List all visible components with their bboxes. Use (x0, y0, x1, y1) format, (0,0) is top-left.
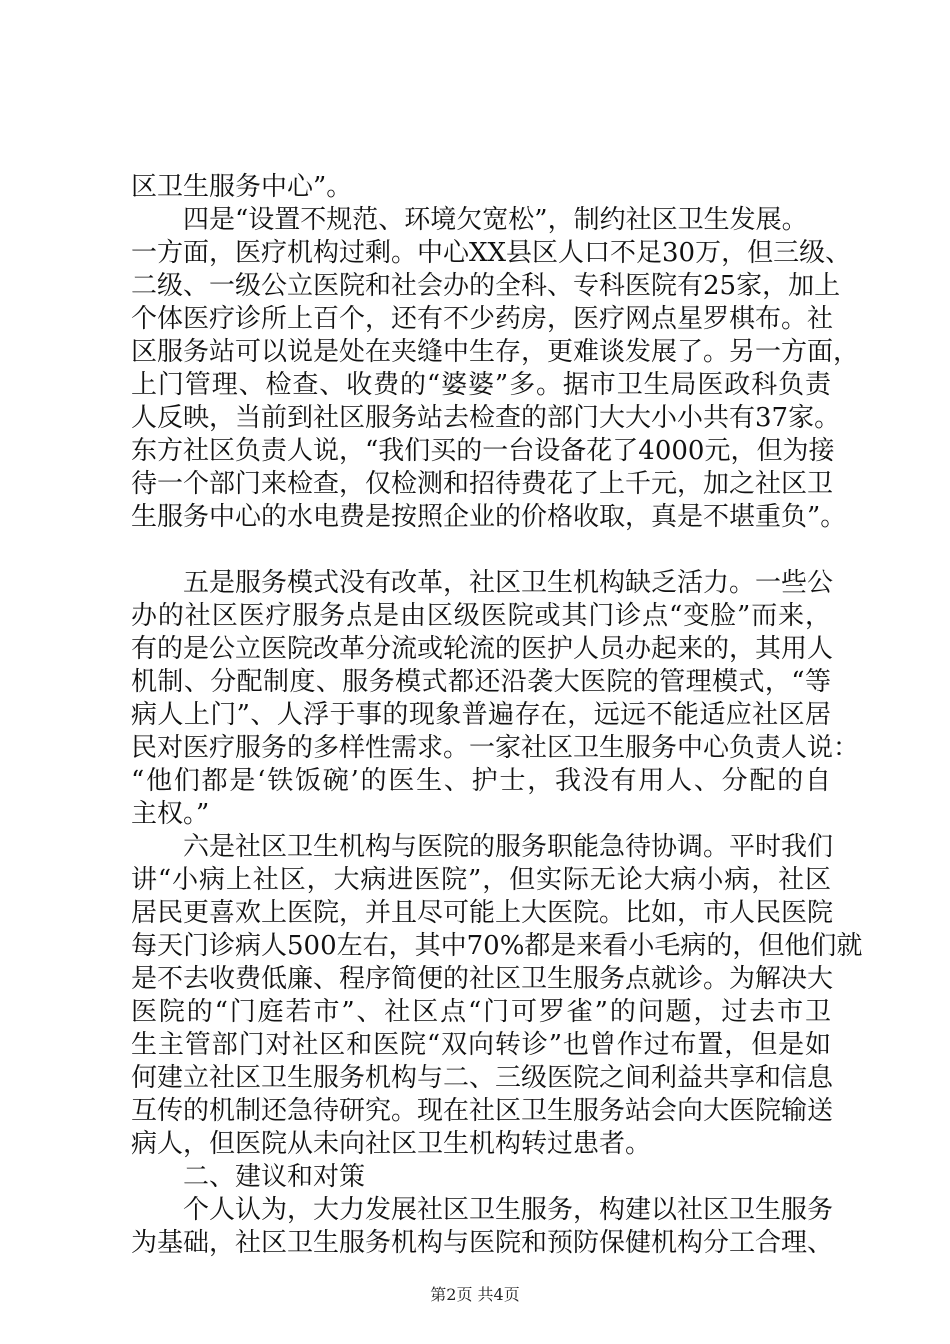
text-line: 生主管部门对社区和医院“双向转诊”也曾作过布置，但是如 (131, 1030, 831, 1060)
text-line: 病人上门”、人浮于事的现象普遍存在，远远不能适应社区居 (131, 700, 831, 730)
text-line: 为基础，社区卫生服务机构与医院和预防保健机构分工合理、 (131, 1228, 834, 1258)
text-line: 个体医疗诊所上百个，还有不少药房，医疗网点星罗棋布。社 (131, 304, 834, 334)
text-line: 上门管理、检查、收费的“婆婆”多。据市卫生局医政科负责 (131, 370, 831, 400)
text-line: 有的是公立医院改革分流或轮流的医护人员办起来的，其用人 (131, 634, 834, 664)
text-line: 区卫生服务中心”。 (131, 172, 353, 202)
text-line: 病人，但医院从未向社区卫生机构转过患者。 (131, 1129, 652, 1159)
text-line: 互传的机制还急待研究。现在社区卫生服务站会向大医院输送 (131, 1096, 834, 1126)
text-line: 六是社区卫生机构与医院的服务职能急待协调。平时我们 (183, 832, 834, 862)
section-heading: 二、建议和对策 (183, 1162, 366, 1192)
text-line: 区服务站可以说是处在夹缝中生存，更难谈发展了。另一方面， (131, 337, 860, 367)
text-line: 一方面，医疗机构过剩。中心XX县区人口不足30万，但三级、 (131, 238, 852, 268)
text-line: 五是服务模式没有改革，社区卫生机构缺乏活力。一些公 (183, 568, 834, 598)
text-line: 是不去收费低廉、程序简便的社区卫生服务点就诊。为解决大 (131, 964, 834, 994)
text-line: 人反映，当前到社区服务站去检查的部门大大小小共有37家。 (131, 403, 841, 433)
text-line: 办的社区医疗服务点是由区级医院或其门诊点“变脸”而来， (131, 601, 831, 631)
text-line: 二级、一级公立医院和社会办的全科、专科医院有25家，加上 (131, 271, 841, 301)
text-line: “他们都是‘铁饭碗’的医生、护士，我没有用人、分配的自 (131, 766, 831, 796)
text-line: 医院的“门庭若市”、社区点“门可罗雀”的问题，过去市卫 (131, 997, 831, 1027)
text-line: 机制、分配制度、服务模式都还沿袭大医院的管理模式，“等 (131, 667, 831, 697)
text-line: 民对医疗服务的多样性需求。一家社区卫生服务中心负责人说： (131, 733, 860, 763)
page-footer: 第2页 共4页 (430, 1285, 520, 1304)
text-line: 东方社区负责人说，“我们买的一台设备花了4000元，但为接 (131, 436, 835, 466)
text-line: 生服务中心的水电费是按照企业的价格收取，真是不堪重负”。 (131, 502, 847, 532)
text-line: 居民更喜欢上医院，并且尽可能上大医院。比如，市人民医院 (131, 898, 834, 928)
text-line: 四是“设置不规范、环境欠宽松”，制约社区卫生发展。 (183, 205, 808, 235)
text-line: 何建立社区卫生服务机构与二、三级医院之间利益共享和信息 (131, 1063, 834, 1093)
text-line: 个人认为，大力发展社区卫生服务，构建以社区卫生服务 (183, 1195, 834, 1225)
text-line: 讲“小病上社区，大病进医院”，但实际无论大病小病，社区 (131, 865, 831, 895)
text-line: 待一个部门来检查，仅检测和招待费花了上千元，加之社区卫 (131, 469, 834, 499)
text-line: 主权。” (131, 799, 210, 829)
text-line: 每天门诊病人500左右，其中70%都是来看小毛病的，但他们就 (131, 931, 863, 961)
